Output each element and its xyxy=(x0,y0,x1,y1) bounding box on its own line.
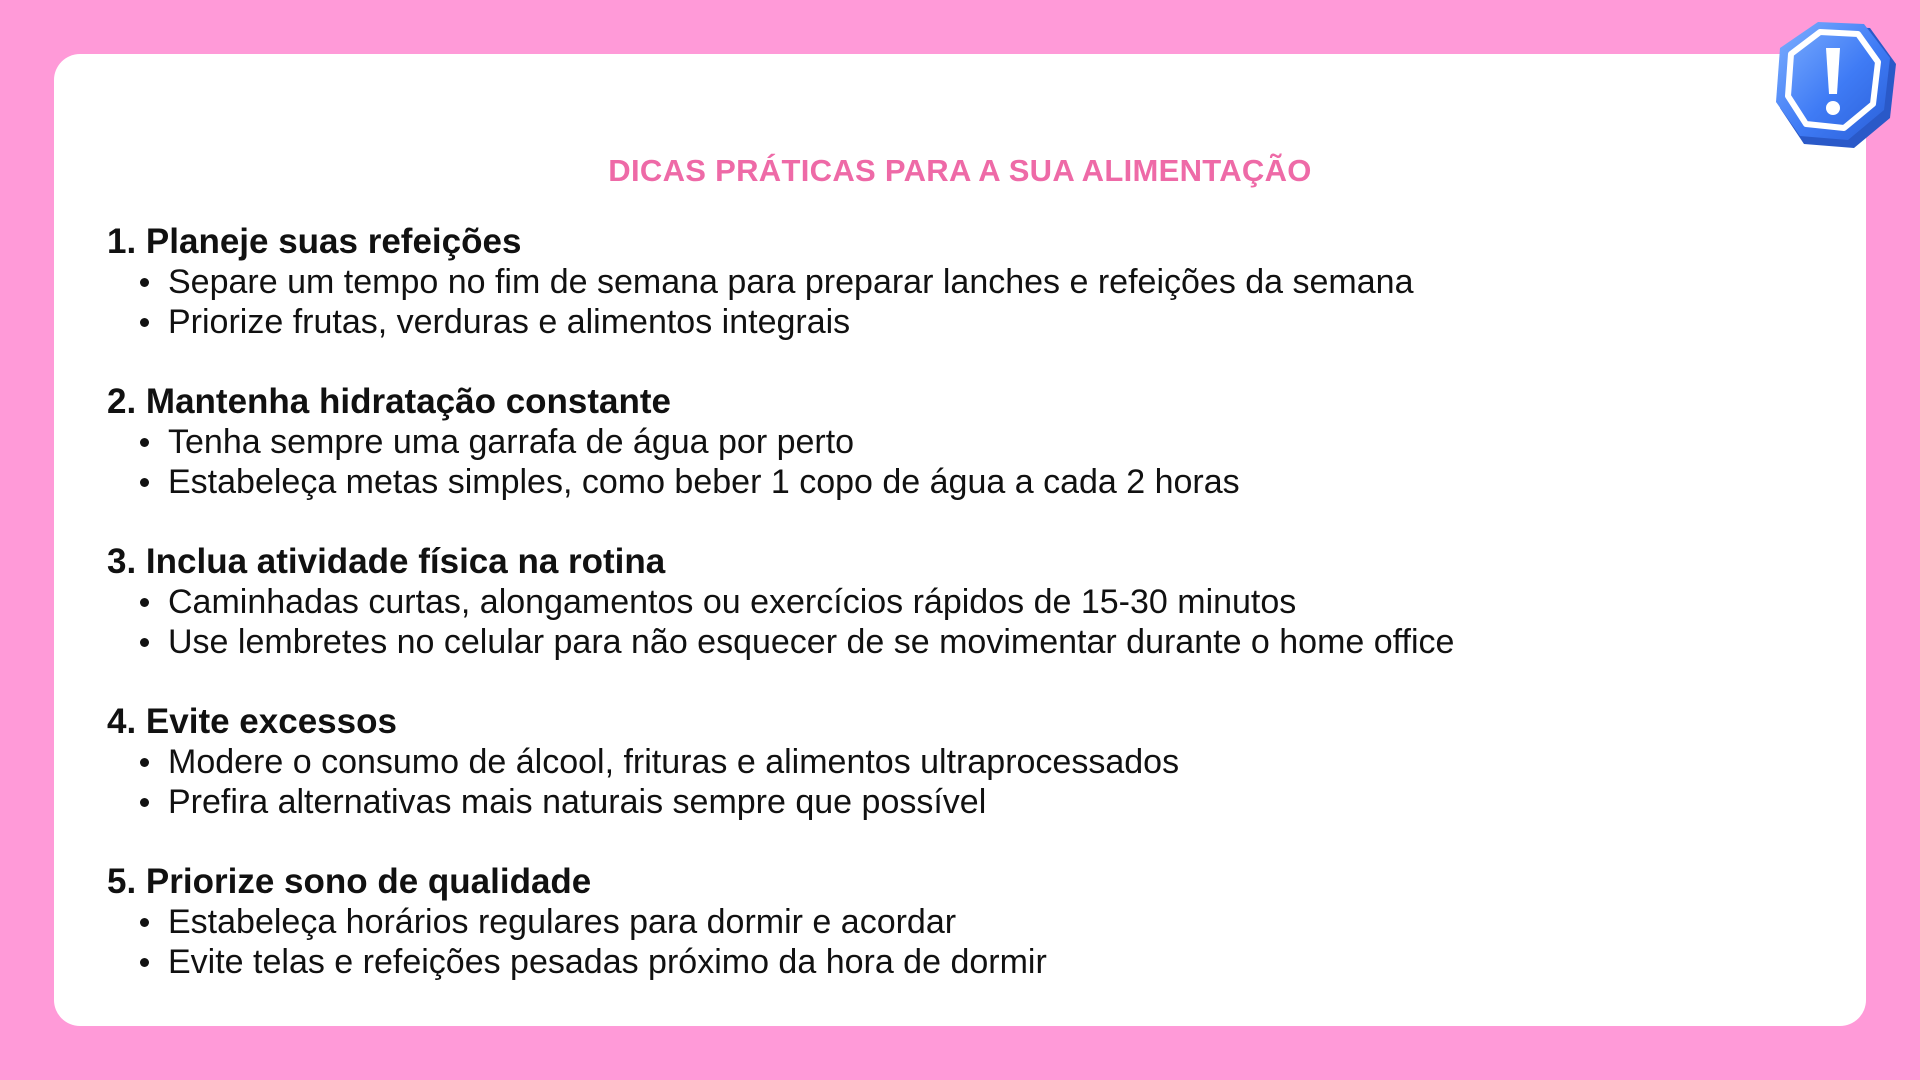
tip-item xyxy=(107,742,1847,782)
tip-section-2 xyxy=(107,382,1847,502)
bullet-icon xyxy=(140,918,149,927)
bullet-icon xyxy=(140,278,149,287)
tip-section-4 xyxy=(107,702,1847,822)
tip-item-text: Tenha sempre uma garrafa de água por perto xyxy=(168,423,855,461)
tip-item-text: Use lembretes no celular para não esquecer de se movimentar durante o home office xyxy=(168,623,1455,661)
bullet-icon xyxy=(140,318,149,327)
tip-item xyxy=(107,942,1847,982)
tip-items xyxy=(107,902,1847,982)
tip-item-text: Estabeleça metas simples, como beber 1 copo de água a cada 2 horas xyxy=(168,463,1240,501)
bullet-icon xyxy=(140,758,149,767)
tip-item-text: Prefira alternativas mais naturais sempre que possível xyxy=(168,783,987,821)
tip-items xyxy=(107,422,1847,502)
tip-section-5 xyxy=(107,862,1847,982)
tip-item xyxy=(107,902,1847,942)
page-title: DICAS PRÁTICAS PARA A SUA ALIMENTAÇÃO xyxy=(608,153,1312,188)
tip-item-text: Evite telas e refeições pesadas próximo da hora de dormir xyxy=(168,943,1047,981)
tip-heading: 5. Priorize sono de qualidade xyxy=(107,862,592,901)
tip-section-3 xyxy=(107,542,1847,662)
tip-item xyxy=(107,782,1847,822)
bullet-icon xyxy=(140,798,149,807)
tip-heading: 2. Mantenha hidratação constante xyxy=(107,382,672,421)
exclamation-alert-icon xyxy=(1774,18,1898,154)
tip-item xyxy=(107,302,1847,342)
tip-items xyxy=(107,262,1847,342)
tip-item-text: Separe um tempo no fim de semana para preparar lanches e refeições da semana xyxy=(168,263,1414,301)
bullet-icon xyxy=(140,478,149,487)
tip-item xyxy=(107,422,1847,462)
tip-item xyxy=(107,582,1847,622)
tip-items xyxy=(107,742,1847,822)
tip-items xyxy=(107,582,1847,662)
bullet-icon xyxy=(140,958,149,967)
tip-item-text: Modere o consumo de álcool, frituras e alimentos ultraprocessados xyxy=(168,743,1180,781)
tip-item xyxy=(107,262,1847,302)
tip-item-text: Priorize frutas, verduras e alimentos integrais xyxy=(168,303,851,341)
bullet-icon xyxy=(140,438,149,447)
tip-item-text: Caminhadas curtas, alongamentos ou exercícios rápidos de 15-30 minutos xyxy=(168,583,1297,621)
tip-heading: 3. Inclua atividade física na rotina xyxy=(107,542,666,581)
tip-heading: 1. Planeje suas refeições xyxy=(107,222,522,261)
tip-item xyxy=(107,622,1847,662)
bullet-icon xyxy=(140,598,149,607)
tip-item xyxy=(107,462,1847,502)
tip-section-1 xyxy=(107,222,1847,342)
bullet-icon xyxy=(140,638,149,647)
tip-item-text: Estabeleça horários regulares para dormir e acordar xyxy=(168,903,957,941)
tips-list xyxy=(107,222,1847,1022)
tip-heading: 4. Evite excessos xyxy=(107,702,397,741)
